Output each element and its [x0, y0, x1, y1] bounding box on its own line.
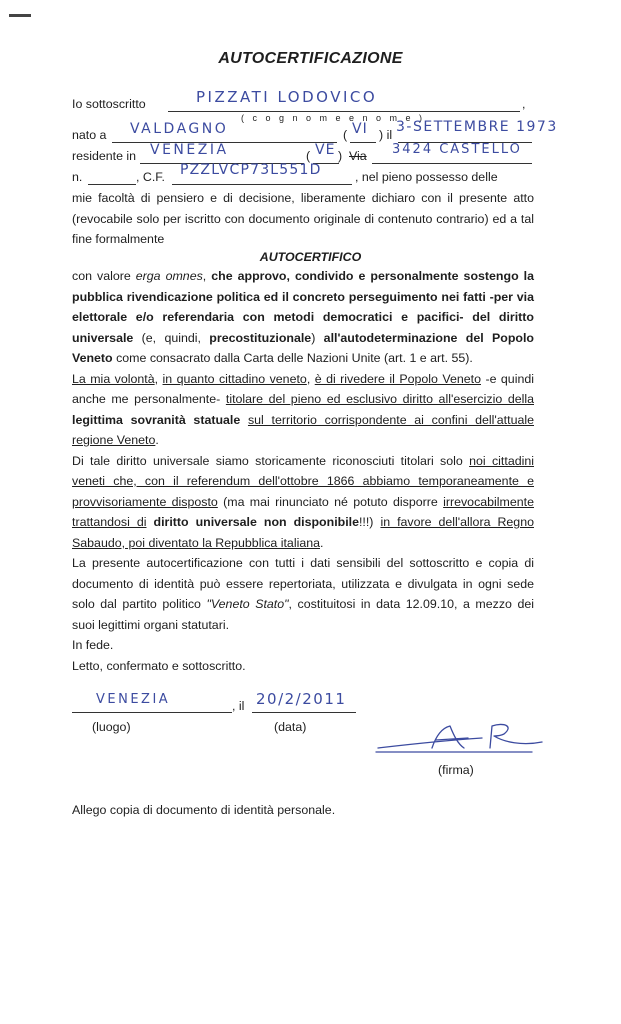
p3-u2: irrevocabilmente trattandosi di	[72, 494, 534, 529]
p2-e	[240, 413, 248, 427]
name-comma: ,	[522, 97, 526, 111]
name-hint: ( c o g n o m e e n o m e )	[241, 113, 426, 123]
name-value: PIZZATI LODOVICO	[196, 88, 378, 106]
p1-bold2: precostituzionale	[209, 330, 312, 345]
prov1-close: ) il	[379, 128, 393, 142]
cf-line	[172, 184, 352, 185]
p3-b: (ma mai rinunciato né potuto disporre	[217, 494, 444, 509]
in-fede: In fede.	[72, 638, 114, 652]
p2-b: ,	[306, 371, 315, 386]
p2-u4: titolare del pieno ed esclusivo diritto all'esercizio della	[225, 392, 534, 406]
number-line	[88, 184, 136, 185]
p2-c: -e quindi anche me personalmente-	[72, 371, 534, 406]
residence-value: VENEZIA	[150, 142, 229, 158]
p3-bold: diritto universale non disponibile	[153, 515, 359, 529]
p3-u3: in favore dell'allora Regno Sabaudo, poi diventato la Repubblica italiana	[72, 515, 534, 550]
p3-c	[147, 515, 154, 529]
p4-b: , costituitosi in data 12.09.10, a mezzo dei suoi legittimi organi statutari.	[72, 597, 534, 632]
p2-bold: legittima sovranità statuale	[72, 412, 241, 427]
p3-u1: noi cittadini veneti che, con il referendum dell'ottobre 1866 abbiamo temporaneamente e provvisoriamente disposto	[72, 453, 534, 509]
p2-f: .	[155, 433, 159, 447]
p1-erga: erga omnes	[135, 269, 203, 283]
firma-label: (firma)	[438, 763, 474, 777]
il-label: , il	[232, 699, 245, 713]
date-value: 20/2/2011	[256, 690, 347, 708]
p1-a: con valore	[72, 269, 136, 283]
p1-bold3: all'autodeterminazione del Popolo Veneto	[72, 330, 534, 365]
place-line	[72, 712, 232, 713]
nato-label: nato a	[72, 128, 107, 142]
paragraph-1	[72, 266, 534, 369]
p4-quote: "Veneto Stato"	[206, 597, 289, 611]
residente-label: residente in	[72, 149, 137, 163]
p2-u3: è di rivedere il Popolo Veneto	[314, 371, 481, 386]
cf-value: PZZLVCP73L551D	[180, 162, 322, 178]
p1-bold1: che approvo, condivido e personalmente sostengo la pubblica rivendicazione politica ed il concreto perseguimento nei fatti -per via elettorale e/o referendaria con metodi democratici e pacifici- del diritto universale	[72, 269, 534, 345]
p3-e: .	[320, 535, 324, 550]
letto-confermato: Letto, confermato e sottoscritto.	[72, 658, 246, 673]
p1-d: )	[311, 330, 324, 345]
p3-a: Di tale diritto universale siamo storicamente riconosciuti titolari solo	[72, 453, 470, 468]
p2-u1: La mia volontà	[72, 371, 155, 386]
autocertifico-heading: AUTOCERTIFICO	[259, 250, 362, 264]
main-body	[72, 266, 534, 676]
place-value: VENEZIA	[96, 692, 171, 707]
cf-label: , C.F.	[136, 170, 165, 184]
birthdate-value: 3-SETTEMBRE 1973	[396, 119, 558, 135]
line3-tail: , nel pieno possesso delle	[355, 170, 498, 184]
data-label: (data)	[274, 720, 307, 734]
p2-u2: in quanto cittadino veneto	[162, 371, 307, 386]
p2-u5: sul territorio corrispondente ai confini dell'attuale regione Veneto	[72, 412, 534, 447]
p1-e: come consacrato dalla Carta delle Nazioni Unite (art. 1 e art. 55).	[112, 351, 473, 365]
prov2-value: VE	[315, 142, 336, 158]
allego-text: Allego copia di documento di identità personale.	[72, 803, 336, 817]
p4-a: La presente autocertificazione con tutti i dati sensibili del sottoscritto e copia di documento di identità può essere repertoriata, utilizzata e divulgata in ogni sede solo dal partito politico	[72, 556, 534, 611]
p1-c: (e, quindi,	[133, 330, 210, 345]
prov1-value: VI	[352, 121, 368, 137]
prov1-line	[350, 142, 376, 143]
paragraph-2	[72, 369, 534, 451]
document-title: AUTOCERTIFICAZIONE	[218, 50, 403, 67]
address-line	[372, 163, 532, 164]
date-line	[252, 712, 356, 713]
signature-drawing	[372, 718, 552, 760]
via-label: Via	[349, 149, 367, 163]
intro-paragraph	[72, 188, 534, 250]
prov2-close: )	[338, 149, 343, 163]
name-line	[168, 111, 520, 112]
luogo-label: (luogo)	[92, 720, 131, 734]
p2-a: ,	[154, 371, 163, 386]
n-label: n.	[72, 170, 83, 184]
paragraph-3	[72, 451, 534, 554]
p3-d: !!!)	[358, 515, 381, 529]
prov1-open: (	[343, 128, 348, 142]
birthplace-value: VALDAGNO	[130, 121, 229, 137]
paragraph-4	[72, 553, 534, 635]
address-value: 3424 CASTELLO	[392, 142, 522, 157]
io-sottoscritto-label: Io sottoscritto	[72, 97, 146, 111]
scan-mark	[9, 14, 31, 17]
prov2-open: (	[306, 149, 311, 163]
intro-text: mie facoltà di pensiero e di decisione, liberamente dichiaro con il presente atto (revocabile solo per iscritto con documento originale di contenuto contrario) ed a tal fine formalmente	[72, 191, 534, 246]
p1-b: ,	[202, 269, 212, 283]
